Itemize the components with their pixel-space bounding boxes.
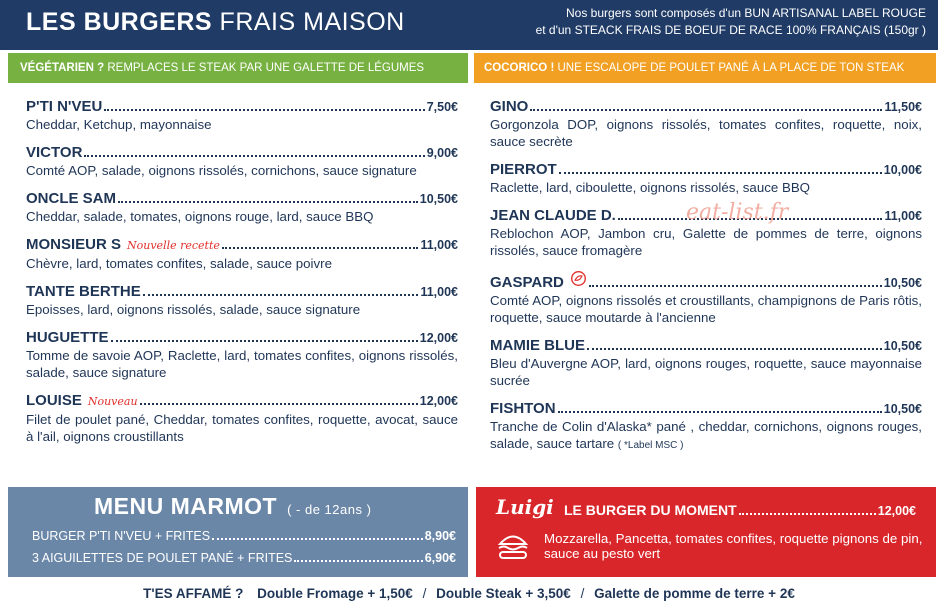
burger-name: FISHTON xyxy=(490,400,556,417)
menu-title xyxy=(26,8,405,37)
title-bold: LES BURGERS xyxy=(26,8,213,36)
burger-item xyxy=(490,98,922,150)
burger-item xyxy=(490,337,922,389)
burger-desc: Comté AOP, salade, oignons rissolés, cornichons, sauce signature xyxy=(26,163,417,178)
cocorico-banner xyxy=(474,53,936,83)
burger-icon xyxy=(496,531,530,561)
burger-price: 10,50€ xyxy=(883,276,922,290)
burger-name: HUGUETTE xyxy=(26,329,109,346)
leader-dots xyxy=(104,109,424,111)
burger-price: 11,50€ xyxy=(884,100,922,114)
burger-desc: Gorgonzola DOP, oignons rissolés, tomates confites, roquette, noix, sauce secrète xyxy=(490,117,922,149)
burger-desc: Filet de poulet pané, Cheddar, tomates confites, roquette, avocat, sauce à l'ail, oignons croustillants xyxy=(26,412,458,444)
burger-desc: Tomme de savoie AOP, Raclette, lard, tomates confites, oignons rissolés, salade, sauce signature xyxy=(26,348,458,380)
burger-name: JEAN CLAUDE D. xyxy=(490,207,616,224)
leader-dots xyxy=(558,411,882,413)
moment-heading xyxy=(564,502,916,519)
kids-menu-title-text: MENU MARMOT xyxy=(94,493,278,519)
burger-item xyxy=(26,144,458,179)
kids-menu-subtitle: ( - de 12ans ) xyxy=(287,502,372,517)
burger-price: 12,00€ xyxy=(419,394,458,408)
new-recipe-tag: Nouvelle recette xyxy=(127,239,220,252)
burger-name: VICTOR xyxy=(26,144,83,161)
burger-price: 10,00€ xyxy=(883,163,922,177)
burger-desc: Cheddar, Ketchup, mayonnaise xyxy=(26,117,212,132)
kids-menu-title xyxy=(94,493,371,520)
burger-desc: Reblochon AOP, Jambon cru, Galette de pommes de terre, oignons rissolés, sauce fromagère xyxy=(490,226,922,258)
burger-item xyxy=(26,392,458,445)
new-tag: Nouveau xyxy=(87,395,138,408)
vegetarian-banner-bold: VÉGÉTARIEN ? xyxy=(20,62,105,74)
vegetarian-banner-text: REMPLACES LE STEAK PAR UNE GALETTE DE LÉGUMES xyxy=(107,62,425,74)
burger-price: 7,50€ xyxy=(426,100,458,114)
burger-item xyxy=(26,329,458,381)
leader-dots xyxy=(212,538,423,540)
burger-desc: Bleu d'Auvergne AOP, lard, oignons rouges, roquette, sauce mayonnaise sucrée xyxy=(490,356,922,388)
burger-name: TANTE BERTHE xyxy=(26,283,141,300)
burger-price: 11,00€ xyxy=(884,209,922,223)
burger-item xyxy=(490,161,922,196)
burger-desc xyxy=(490,418,922,454)
kids-menu-label: BURGER P'TI N'VEU + FRITES xyxy=(32,529,211,543)
moment-desc: Mozzarella, Pancetta, tomates confites, roquette pignons de pin, sauce au pesto vert xyxy=(544,531,923,561)
burger-price: 10,50€ xyxy=(883,402,922,416)
burger-price: 11,00€ xyxy=(420,285,458,299)
moment-title: LE BURGER DU MOMENT xyxy=(564,502,737,518)
burger-item xyxy=(26,190,458,225)
burger-desc: Chèvre, lard, tomates confites, salade, sauce poivre xyxy=(26,256,332,271)
header-note xyxy=(536,5,926,39)
burger-item xyxy=(490,270,922,326)
burger-item xyxy=(26,98,458,133)
burger-name: MAMIE BLUE xyxy=(490,337,585,354)
header-note-line2: et d'un STEACK FRAIS DE BOEUF DE RACE 100% FRANÇAIS (150gr ) xyxy=(535,23,926,37)
burger-desc: Raclette, lard, ciboulette, oignons rissolés, sauce BBQ xyxy=(490,180,811,195)
leader-dots xyxy=(530,109,882,111)
kids-menu-row xyxy=(32,529,456,544)
burger-of-the-moment-panel xyxy=(476,487,936,577)
leader-dots xyxy=(118,201,418,203)
separator: / xyxy=(422,586,427,601)
header-note-line1: Nos burgers sont composés d'un BUN ARTISANAL LABEL ROUGE xyxy=(566,6,926,20)
leader-dots xyxy=(294,560,422,562)
extras-footer xyxy=(0,577,938,613)
kids-menu-price: 8,90€ xyxy=(424,529,456,543)
right-burger-list xyxy=(490,98,922,465)
burger-desc-text: Tranche de Colin d'Alaska* pané , cheddar, cornichons, oignons rouges, salade, sauce tartare xyxy=(490,419,922,451)
kids-menu-price: 6,90€ xyxy=(424,551,456,565)
title-light: FRAIS MAISON xyxy=(219,8,405,36)
burger-price: 12,00€ xyxy=(419,331,458,345)
kids-menu-label: 3 AIGUILETTES DE POULET PANÉ + FRITES xyxy=(32,551,293,565)
leader-dots xyxy=(222,247,419,249)
menu-header xyxy=(0,0,938,50)
burger-desc: Epoisses, lard, oignons rissolés, salade, sauce signature xyxy=(26,302,361,317)
leader-dots xyxy=(111,340,418,342)
burger-desc: Cheddar, salade, tomates, oignons rouge, lard, sauce BBQ xyxy=(26,209,374,224)
msc-label-note: ( *Label MSC ) xyxy=(617,440,684,451)
kids-menu-panel xyxy=(8,487,468,577)
burger-name: PIERROT xyxy=(490,161,557,178)
kids-menu-row xyxy=(32,551,456,566)
leader-dots xyxy=(559,172,882,174)
leader-dots xyxy=(739,513,876,515)
cocorico-banner-text: UNE ESCALOPE DE POULET PANÉ À LA PLACE DE TON STEAK xyxy=(557,62,905,74)
burger-name: MONSIEUR S xyxy=(26,236,122,253)
burger-price: 9,00€ xyxy=(426,146,458,160)
spicy-pepper-icon xyxy=(570,270,587,287)
burger-name: P'TI N'VEU xyxy=(26,98,103,115)
burger-name: GASPARD xyxy=(490,274,564,291)
vegetarian-banner xyxy=(8,53,468,83)
cocorico-banner-bold: COCORICO ! xyxy=(484,62,555,74)
burger-name: ONCLE SAM xyxy=(26,190,116,207)
burger-name: GINO xyxy=(490,98,529,115)
burger-price: 10,50€ xyxy=(419,192,458,206)
burger-item xyxy=(490,400,922,454)
left-burger-list xyxy=(26,98,458,456)
luigi-logo: Luigi xyxy=(496,495,554,519)
extra-option: Double Fromage + 1,50€ xyxy=(257,586,413,601)
extra-option: Galette de pomme de terre + 2€ xyxy=(594,586,795,601)
extra-option: Double Steak + 3,50€ xyxy=(436,586,571,601)
watermark: eat-list.fr xyxy=(686,200,789,225)
leader-dots xyxy=(140,403,418,405)
leader-dots xyxy=(587,348,882,350)
leader-dots xyxy=(84,155,424,157)
separator: / xyxy=(580,586,585,601)
moment-price: 12,00€ xyxy=(877,504,916,518)
leader-dots xyxy=(143,294,419,296)
burger-desc: Comté AOP, oignons rissolés et croustillants, champignons de Paris rôtis, roquette, sauce moutarde à l'ancienne xyxy=(490,293,922,325)
burger-name: LOUISE xyxy=(26,392,82,409)
extras-lead: T'ES AFFAMÉ ? xyxy=(143,586,244,601)
burger-price: 10,50€ xyxy=(883,339,922,353)
burger-price: 11,00€ xyxy=(420,238,458,252)
burger-item xyxy=(26,283,458,318)
leader-dots xyxy=(589,285,882,287)
burger-item xyxy=(26,236,458,272)
